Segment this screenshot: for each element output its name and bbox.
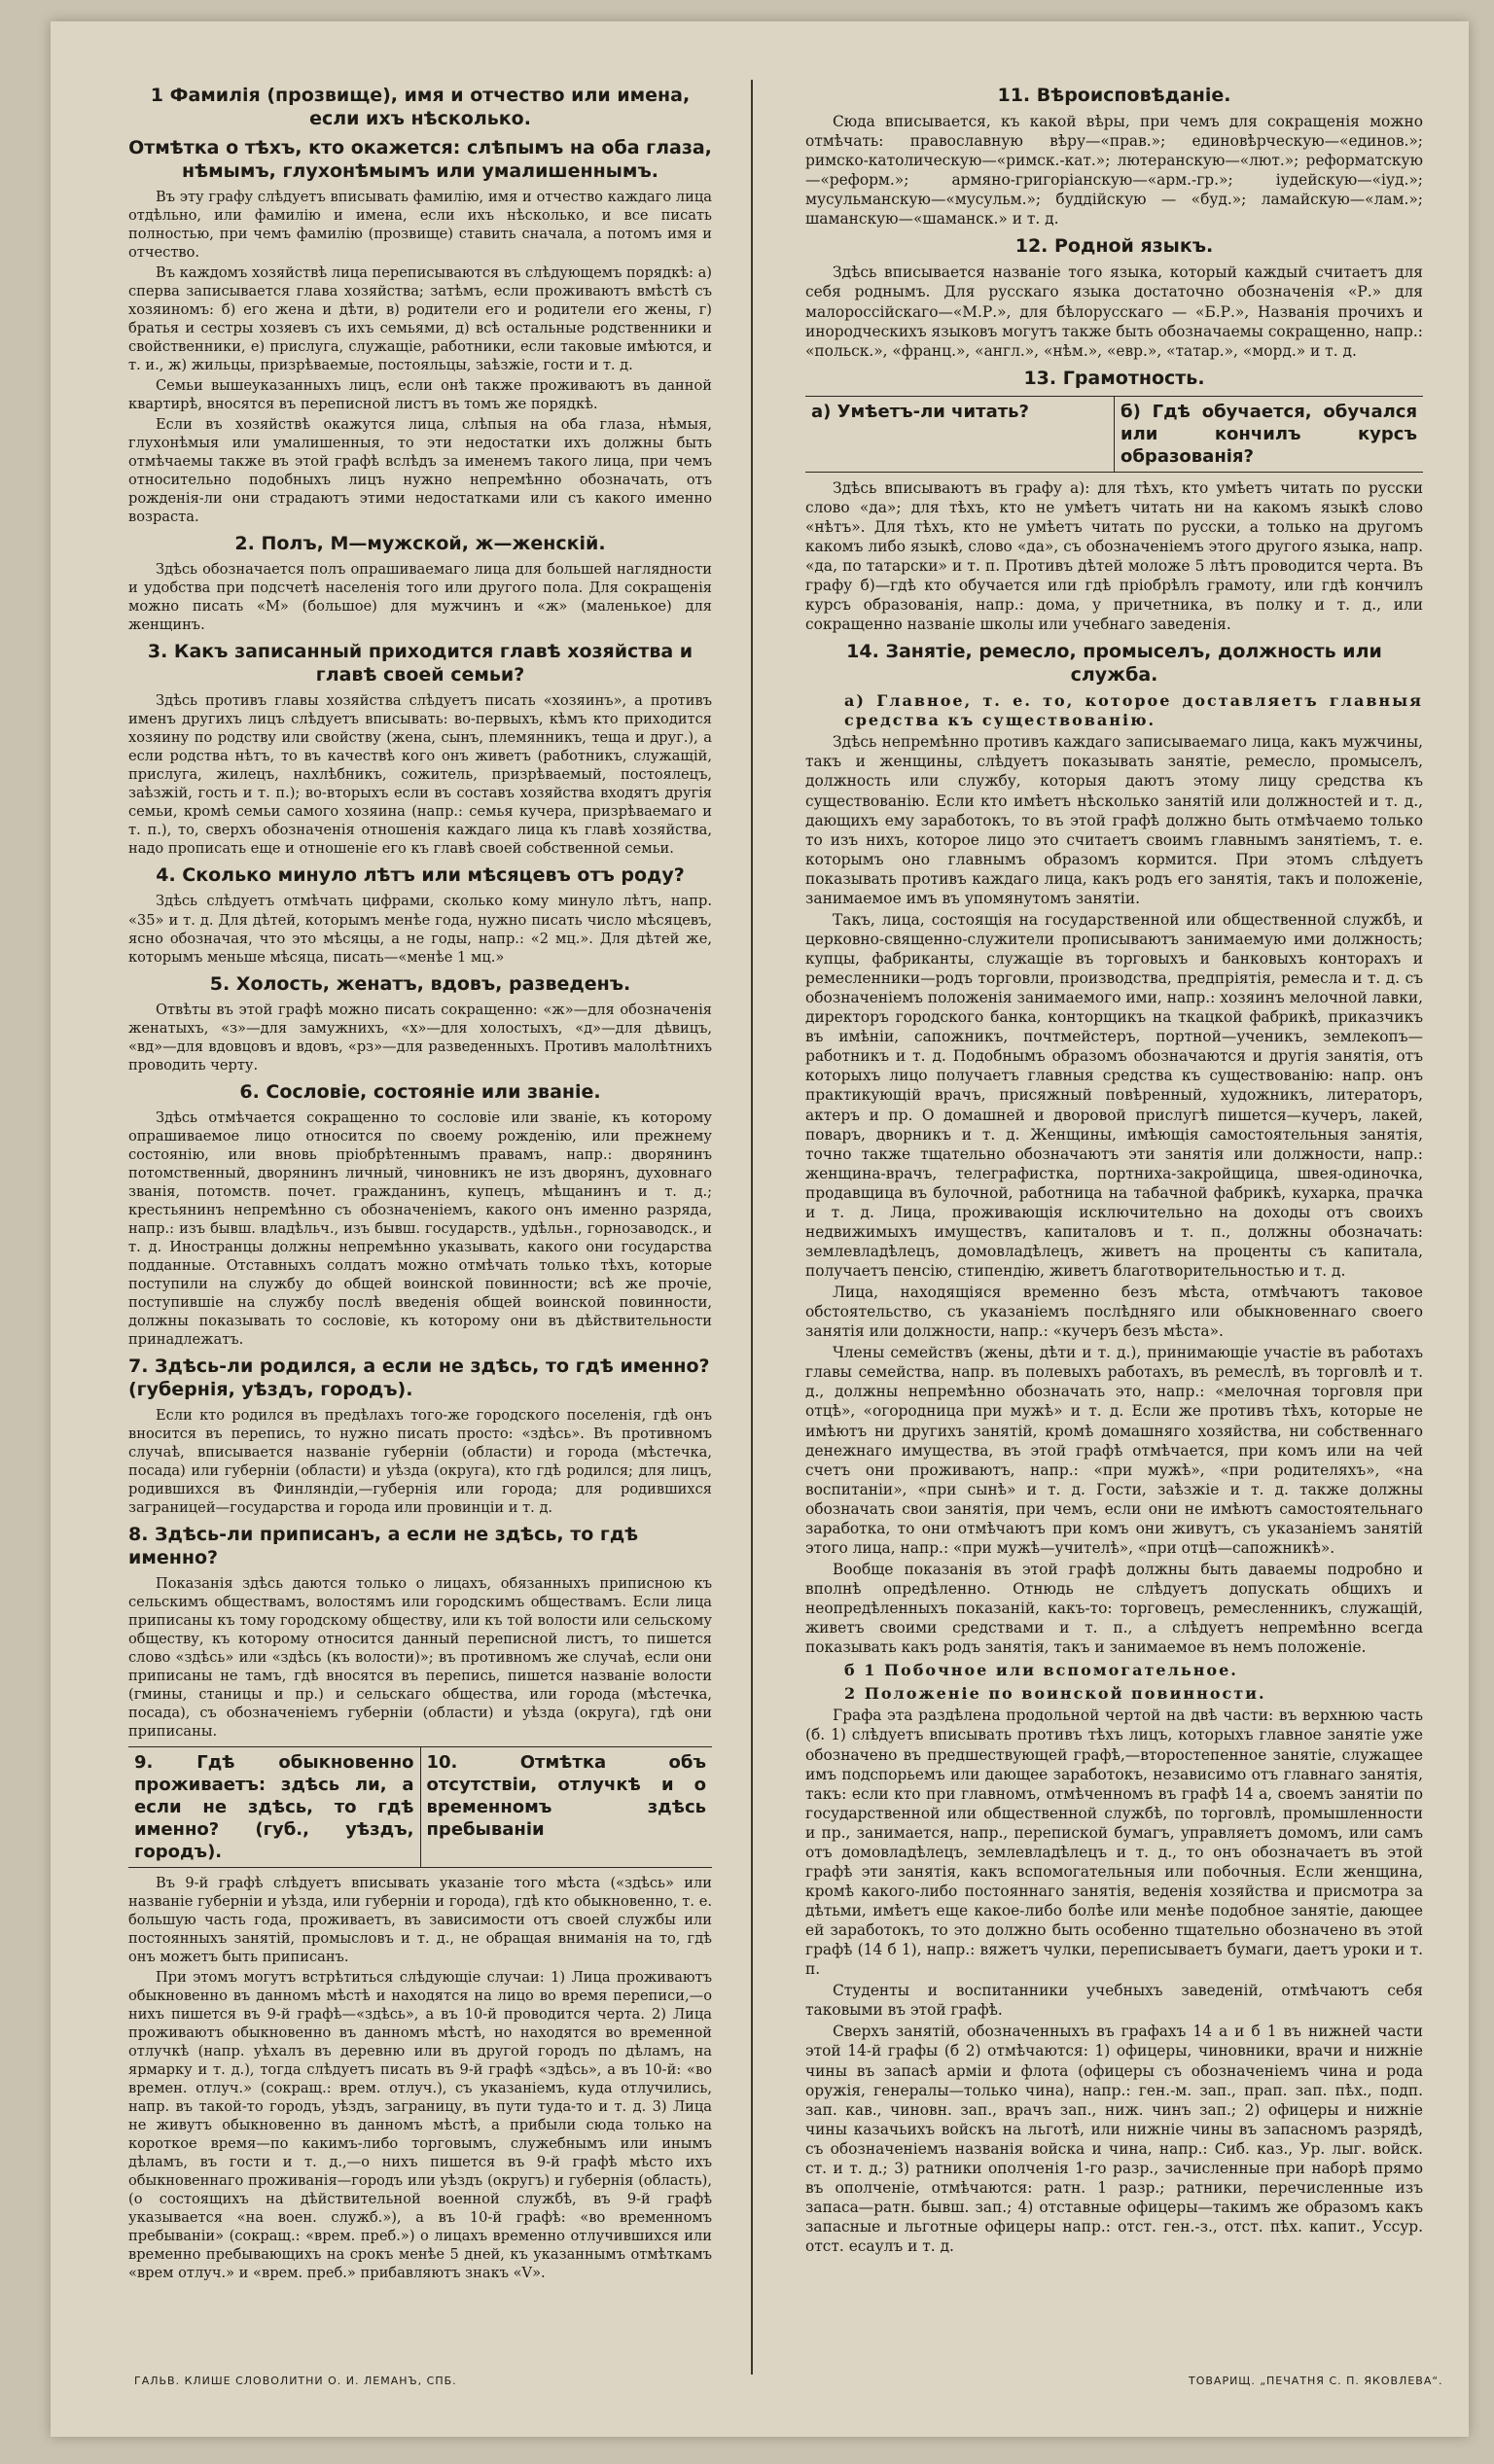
column-divider xyxy=(751,80,753,2375)
paragraph: Такъ, лица, состоящія на государственной или общественной службѣ, и церковно-священно-служители прописываютъ занимаемую ими должность; купцы, фабриканты, служащіе въ торговыхъ и банковыхъ конторахъ и ремесленники—родъ торговли, производства, предпріятія, ремесла и т. д. съ обозначеніемъ положенія занимаемого ими, напр.: хозяинъ мелочной лавки, директоръ городского банка, конторщикъ на ткацкой фабрикѣ, приказчикъ въ имѣніи, сапожникъ, почтмейстеръ, портной—ученикъ, землекопъ—работникъ и т. д. Подобнымъ образомъ обозначаются и другія занятія, отъ которыхъ лицо получаетъ главныя средства къ существованію: напр. онъ практикующій врачъ, присяжный повѣренный, художникъ, литераторъ, актеръ и пр. О домашней и дворовой прислугѣ пишется—кучеръ, лакей, поваръ, дворникъ и т. д. Женщины, имѣющія самостоятельныя занятія, точно также тщательно обозначаютъ эти занятія или должности, напр.: женщина-врачъ, телеграфистка, портниха-закройщица, швея-одиночка, продавщица въ булочной, работница на табачной фабрикѣ, кухарка, прачка и т. д. Лица, проживающія исключительно на доходы отъ своихъ недвижимыхъ имуществъ, капиталовъ и т. п., должны обозначать: землевладѣлецъ, домовладѣлецъ, живетъ на проценты съ капитала, получаетъ пенсію, стипендію, живетъ благотворительностью и т. д. xyxy=(805,910,1423,1280)
paragraph: Здѣсь непремѣнно противъ каждаго записываемаго лица, какъ мужчины, такъ и женщины, слѣдуетъ показывать занятіе, ремесло, промыселъ, должность или службу, которыя даютъ этому лицу средства къ существованію. Если кто имѣетъ нѣсколько занятій или должностей и т. д., дающихъ ему заработокъ, то въ этой графѣ должно быть отмѣчаемо только то изъ нихъ, которое лицо это считаетъ своимъ главнымъ занятіемъ, т. е. которымъ оно главнымъ образомъ кормится. При этомъ слѣдуетъ показывать противъ каждаго лица, какъ родъ его занятія, такъ и положеніе, занимаемое имъ въ упомянутомъ занятіи. xyxy=(805,733,1423,907)
section-13b-title: б) Гдѣ обучается, обучался или кончилъ курсъ образованія? xyxy=(1114,397,1423,472)
paragraph: Въ 9-й графѣ слѣдуетъ вписывать указаніе того мѣста («здѣсь» или названіе губерніи и уѣзда, или губерніи и города), гдѣ кто обыкновенно, т. е. большую часть года, проживаетъ, въ зависимости отъ своей службы или постоянныхъ занятій, промысловъ и т. д., не обращая вниманія на то, гдѣ онъ можетъ быть приписанъ. xyxy=(128,1875,712,1966)
section-13a-title: а) Умѣетъ-ли читать? xyxy=(811,401,1029,422)
section-10-title: 10. Отмѣтка объ отсутствіи, отлучкѣ и о временномъ здѣсь пребываніи xyxy=(420,1747,713,1867)
paragraph: Сверхъ занятій, обозначенныхъ въ графахъ 14 а и б 1 въ нижней части этой 14-й графы (б 2) отмѣчаются: 1) офицеры, чиновники, врачи и нижніе чины въ запасѣ арміи и флота (офицеры съ обозначеніемъ чина и рода оружія, генералы—только чина), напр.: ген.-м. зап., прап. зап. пѣх., подп. зап. кав., чиновн. зап., врачъ зап., ниж. чинъ зап.; 2) офицеры и нижніе чины казачьихъ войскъ на льготѣ, или нижніе чины въ запасномъ разрядѣ, съ обозначеніемъ названія войска и чина, напр.: Сиб. каз., Ур. лыг. войск. ст. и т. д.; 3) ратники ополченія 1-го разр., зачисленные при наборѣ прямо въ ополченіе, отмѣчаются: ратн. 1 разр.; ратники, перечисленные изъ запаса—ратн. бывш. зап.; 4) отставные офицеры—такимъ же образомъ какъ запасные и льготные офицеры напр.: отст. ген.-з., отст. пѣх. капит., Уссур. отст. есаулъ и т. д. xyxy=(805,2023,1423,2256)
paragraph: Если въ хозяйствѣ окажутся лица, слѣпыя на оба глаза, нѣмыя, глухонѣмыя или умалишенныя, то эти недостатки ихъ должны быть отмѣчаемы также въ этой графѣ вслѣдъ за именемъ такого лица, при чемъ относительно подобныхъ лицъ нужно непремѣнно обозначать, отъ рожденія-ли они страдаютъ этими недостатками или съ какого именно возраста. xyxy=(128,416,712,526)
paragraph: Здѣсь противъ главы хозяйства слѣдуетъ писать «хозяинъ», а противъ именъ другихъ лицъ слѣдуетъ вписывать: во-первыхъ, кѣмъ кто приходится хозяину по родству или свойству (жена, сынъ, племянникъ, теща и друг.), а если родства нѣтъ, то въ качествѣ кого онъ живетъ (работникъ, служащій, прислуга, жилецъ, нахлѣбникъ, сожитель, призрѣваемый, постоялецъ, заѣзжій, гость и т. п.); во-вторыхъ если въ составъ хозяйства входятъ другія семьи, кромѣ семьи самого хозяина (напр.: семья кучера, призрѣваемаго и т. п.), то, сверхъ обозначенія отношенія каждаго лица къ главѣ хозяйства, надо прописать еще и отношеніе его къ главѣ своей собственной семьи. xyxy=(128,692,712,858)
left-column xyxy=(128,78,712,2284)
paragraph: Если кто родился въ предѣлахъ того-же городского поселенія, гдѣ онъ вносится въ перепись, то нужно писать просто: «здѣсь». Въ противномъ случаѣ, вписывается названіе губерніи (области) и города (мѣстечка, посада) или губерніи (области) и уѣзда (округа), кто гдѣ родился; для лицъ, родившихся въ Финляндіи,—губернія или города; для родившихся заграницей—государства и города или провинціи и т. д. xyxy=(128,1406,712,1516)
section-14b1-subtitle: б 1 Побочное или вспомогательное. xyxy=(844,1661,1238,1680)
section-8-title: 8. Здѣсь-ли приписанъ, а если не здѣсь, то гдѣ именно? xyxy=(128,1523,639,1568)
section-11-title: 11. Вѣроисповѣданіе. xyxy=(997,85,1231,106)
paragraph: Сюда вписывается, къ какой вѣры, при чемъ для сокращенія можно отмѣчать: православную вѣру—«прав.»; единовѣрческую—«единов.»; римско-католическую—«римск.-кат.»; лютеранскую—«лют.»; реформатскую—«реформ.»; армяно-григоріанскую—«арм.-гр.»; іудейскую—«іуд.»; мусульманскую—«мусульм.»; буддійскую — «буд.»; ламайскую—«лам.»; шаманскую—«шаманск.» и т. д. xyxy=(805,113,1423,229)
section-9-10-header xyxy=(128,1746,712,1868)
paragraph: Здѣсь обозначается полъ опрашиваемаго лица для большей наглядности и удобства при подсчетѣ населенія того или другого пола. Для сокращенія можно писать «М» (большое) для мужчинъ и «ж» (маленькое) для женщинъ. xyxy=(128,561,712,634)
paragraph: Члены семействъ (жены, дѣти и т. д.), принимающіе участіе въ работахъ главы семейства, напр. въ полевыхъ работахъ, въ ремеслѣ, въ торговлѣ и т. д., должны непремѣнно обозначать это, напр.: «мелочная торговля при отцѣ», «огородница при мужѣ» и т. д. Если же противъ тѣхъ, которые не имѣютъ ни другихъ занятій, кромѣ домашняго хозяйства, ни собственнаго денежнаго имущества, въ этой графѣ отмѣчается, при комъ или на чей счетъ они проживаютъ, напр.: «при мужѣ», «при родителяхъ», «на воспитаніи», «при сынѣ» и т. д. Гости, заѣзжіе и т. д. также должны обозначать свои занятія, при чемъ, если они не имѣютъ самостоятельнаго заработка, то они отмѣчаютъ при комъ они живутъ, съ указаніемъ занятій этого лица, напр.: «при мужѣ—учителѣ», «при отцѣ—сапожникѣ». xyxy=(805,1344,1423,1557)
section-7-title: 7. Здѣсь-ли родился, а если не здѣсь, то гдѣ именно? (губернія, уѣздъ, городъ). xyxy=(128,1355,710,1400)
section-1-subtitle: Отмѣтка о тѣхъ, кто окажется: слѣпымъ на оба глаза, нѣмымъ, глухонѣмымъ или умалишеннымъ. xyxy=(128,137,712,182)
paragraph: Здѣсь вписывается названіе того языка, который каждый считаетъ для себя роднымъ. Для русскаго языка достаточно обозначенія «Р.» для малороссійскаго—«М.Р.», для бѣлорусскаго — «Б.Р.», Названія прочихъ и инородческихъ языковъ могутъ также быть обозначаемы сокращенно, напр.: «польск.», «франц.», «англ.», «нѣм.», «евр.», «татар.», «морд.» и т. д. xyxy=(805,264,1423,360)
printer-credit-right: ТОВАРИЩ. „ПЕЧАТНЯ С. П. ЯКОВЛЕВА“. xyxy=(1189,2375,1443,2387)
section-6-title: 6. Сословіе, состояніе или званіе. xyxy=(239,1080,601,1103)
section-13-subheader xyxy=(805,396,1423,473)
paragraph: Графа эта раздѣлена продольной чертой на двѣ части: въ верхнюю часть (б. 1) слѣдуетъ вписывать противъ тѣхъ лицъ, которыхъ главное занятіе уже обозначено въ предшествующей графѣ,—второстепенное занятіе, служащее имъ подспорьемъ или дающее заработокъ, независимо отъ главнаго занятія, такъ: если кто при главномъ, отмѣченномъ въ графѣ 14 а, своемъ занятіи по государственной или общественной службѣ, по торговлѣ, промышленности и пр., занимается, напр., перепиской бумагъ, управляетъ домомъ, или самъ отъ домовладѣлецъ, землевладѣлецъ и т. д., то онъ обозначаетъ въ этой графѣ эти занятія, какъ вспомогательныя или побочныя. Если женщина, кромѣ какого-либо постояннаго занятія, веденія хозяйства и присмотра за дѣтьми, имѣетъ еще какое-либо болѣе или менѣе подобное занятіе, дающее ей заработокъ, то это должно быть особенно тщательно обозначено въ этой графѣ (14 б 1), напр.: вяжетъ чулки, переписываетъ бумаги, даетъ уроки и т. п. xyxy=(805,1707,1423,1979)
paragraph: При этомъ могутъ встрѣтиться слѣдующіе случаи: 1) Лица проживаютъ обыкновенно въ данномъ мѣстѣ и находятся на лицо во время переписи,—о нихъ пишется въ 9-й графѣ—«здѣсь», а въ 10-й проводится черта. 2) Лица проживаютъ обыкновенно въ данномъ мѣстѣ, но находятся во временной отлучкѣ (напр. уѣхалъ въ деревню или въ другой городъ по дѣламъ, на ярмарку и т. д.), тогда слѣдуетъ писать въ 9-й графѣ «здѣсь», а въ 10-й: «во времен. отлуч.» (сокращ.: врем. отлуч.), съ указаніемъ, куда отлучились, напр. въ такой-то городъ, уѣздъ, заграницу, въ пути туда-то и т. д. 3) Лица не живутъ обыкновенно въ данномъ мѣстѣ, а прибыли сюда только на короткое время—по какимъ-либо торговымъ, служебнымъ или инымъ дѣламъ, въ гости и т. д.,—о нихъ пишется въ 9-й графѣ мѣсто ихъ обыкновеннаго проживанія—городъ или уѣздъ (округъ) и губернія (область), (о состоящихъ на дѣйствительной военной службѣ, въ 9-й графѣ указывается «на воен. служб.»), а въ 10-й графѣ: «во временномъ пребываніи» (сокращ.: «врем. преб.») о лицахъ временно отлучившихся или временно пребывающихъ на срокъ менѣе 5 дней, къ указаннымъ отмѣткамъ «врем отлуч.» и «врем. преб.» прибавляютъ знакъ «V». xyxy=(128,1969,712,2282)
section-9-title: 9. Гдѣ обыкновенно проживаетъ: здѣсь ли, а если не здѣсь, то гдѣ именно? (губ., уѣздъ, городъ). xyxy=(134,1752,414,1863)
section-13-title: 13. Грамотность. xyxy=(1023,367,1205,389)
paragraph: Здѣсь отмѣчается сокращенно то сословіе или званіе, къ которому опрашиваемое лицо относится по своему рожденію, или прежнему состоянію, или вновь пріобрѣтеннымъ правамъ, напр.: дворянинъ потомственный, дворянинъ личный, чиновникъ не изъ дворянъ, духовнаго званія, потомств. почет. гражданинъ, купецъ, мѣщанинъ и т. д.; крестьянинъ непремѣнно съ обозначеніемъ, какого онъ именно разряда, напр.: изъ бывш. владѣльч., изъ бывш. государств., удѣльн., горнозаводск., и т. д. Иностранцы должны непремѣнно указывать, какого они государства подданные. Отставныхъ солдатъ можно отмѣчать только тѣхъ, которые поступили на службу до общей воинской повинности; всѣ же прочіе, поступившіе на службу послѣ введенія общей воинской повинности, должны показывать то сословіе, къ которому они въ дѣйствительности принадлежатъ. xyxy=(128,1109,712,1348)
section-14-title: 14. Занятіе, ремесло, промыселъ, должность или служба. xyxy=(846,641,1382,686)
paragraph: Семьи вышеуказанныхъ лицъ, если онѣ также проживаютъ въ данной квартирѣ, вносятся въ переписной листъ въ томъ же порядкѣ. xyxy=(128,377,712,413)
paragraph: Здѣсь слѣдуетъ отмѣчать цифрами, сколько кому минуло лѣтъ, напр. «35» и т. д. Для дѣтей, которымъ менѣе года, нужно писать число мѣсяцевъ, ясно обозначая, что это мѣсяцы, а не годы, напр.: «2 мц.». Для дѣтей же, которымъ меньше мѣсяца, писать—«менѣе 1 мц.» xyxy=(128,893,712,966)
paragraph: Въ каждомъ хозяйствѣ лица переписываются въ слѣдующемъ порядкѣ: а) сперва записывается глава хозяйства; затѣмъ, если проживаютъ вмѣстѣ съ хозяиномъ: б) его жена и дѣти, в) родители его и родители его жены, г) братья и сестры хозяевъ съ ихъ семьями, д) всѣ остальные родственники и свойственники, е) прислуга, служащіе, работники, если таковые имѣются, и т. и., ж) жильцы, призрѣваемые, постояльцы, заѣзжіе, гости и т. д. xyxy=(128,264,712,374)
printer-credit-left: ГАЛЬВ. КЛИШЕ СЛОВОЛИТНИ О. И. ЛЕМАНЪ, СПБ. xyxy=(134,2375,457,2387)
section-12-title: 12. Родной языкъ. xyxy=(1014,235,1214,258)
section-5-title: 5. Холость, женатъ, вдовъ, разведенъ. xyxy=(209,972,631,995)
section-3-title: 3. Какъ записанный приходится главѣ хозяйства и главѣ своей семьи? xyxy=(147,641,694,686)
paragraph: Отвѣты въ этой графѣ можно писать сокращенно: «ж»—для обозначенія женатыхъ, «з»—для замужнихъ, «х»—для холостыхъ, «д»—для дѣвицъ, «вд»—для вдовцовъ и вдовъ, «рз»—для разведенныхъ. Противъ малолѣтнихъ проводить черту. xyxy=(128,1001,712,1074)
paragraph: Лица, находящіяся временно безъ мѣста, отмѣчаютъ таковое обстоятельство, съ указаніемъ послѣдняго или обыкновеннаго своего занятія или должности, напр.: «кучеръ безъ мѣста». xyxy=(805,1284,1423,1341)
section-2-title: 2. Полъ, М—мужской, ж—женскій. xyxy=(234,533,606,555)
paragraph: Здѣсь вписываютъ въ графу а): для тѣхъ, кто умѣетъ читать по русски слово «да»; для тѣхъ, кто не умѣетъ читать ни на какомъ языкѣ слово «нѣтъ». Для тѣхъ, кто не умѣетъ читать по русски, а только на другомъ какомъ либо языкѣ, слово «да», съ обозначеніемъ этого другого языка, напр. «да, по татарски» и т. п. Противъ дѣтей моложе 5 лѣтъ проводится черта. Въ графу б)—гдѣ кто обучается или гдѣ пріобрѣлъ грамоту, или гдѣ кончилъ курсъ образованія, напр.: дома, у причетника, въ полку и т. д., или сокращенно названіе школы или учебнаго заведенія. xyxy=(805,478,1423,634)
paragraph: Студенты и воспитанники учебныхъ заведеній, отмѣчаютъ себя таковыми въ этой графѣ. xyxy=(805,1982,1423,2020)
section-14b2-subtitle: 2 Положеніе по воинской повинности. xyxy=(844,1684,1266,1704)
paragraph: Въ эту графу слѣдуетъ вписывать фамилію, имя и отчество каждаго лица отдѣльно, или фамилію и имена, если ихъ нѣсколько, и все писать полностью, при чемъ фамилію (прозвище) ставить сначала, а потомъ имя и отчество. xyxy=(128,189,712,262)
paragraph: Показанія здѣсь даются только о лицахъ, обязанныхъ приписною къ сельскимъ обществамъ, волостямъ или городскимъ обществамъ. Если лица приписаны къ тому городскому обществу, или къ той волости или сельскому обществу, къ которому относится данный переписной листъ, то пишется слово «здѣсь» или «здѣсь (къ волости)»; въ противномъ же случаѣ, если они приписаны не тамъ, гдѣ вносятся въ перепись, пишется названіе волости (гмины, станицы и пр.) и сельскаго общества, или города (мѣстечка, посада), съ обозначеніемъ губерніи (области) и уѣзда (округа), гдѣ они приписаны. xyxy=(128,1574,712,1741)
section-14a-subtitle: а) Главное, т. е. то, которое доставляетъ главныя средства къ существованію. xyxy=(844,691,1423,730)
paragraph: Вообще показанія въ этой графѣ должны быть даваемы подробно и вполнѣ опредѣленно. Отнюдь не слѣдуетъ допускать общихъ и неопредѣленныхъ показаній, какъ-то: торговецъ, ремесленникъ, служащій, живетъ своими средствами и т. п., а слѣдуетъ непремѣнно всегда показывать какъ родъ занятія, такъ и занимаемое въ немъ положеніе. xyxy=(805,1560,1423,1657)
section-4-title: 4. Сколько минуло лѣтъ или мѣсяцевъ отъ роду? xyxy=(156,864,685,887)
section-1-title: 1 Фамилія (прозвище), имя и отчество или имена, если ихъ нѣсколько. xyxy=(150,85,691,129)
census-instruction-sheet xyxy=(51,21,1469,2437)
right-column xyxy=(805,78,1423,2258)
